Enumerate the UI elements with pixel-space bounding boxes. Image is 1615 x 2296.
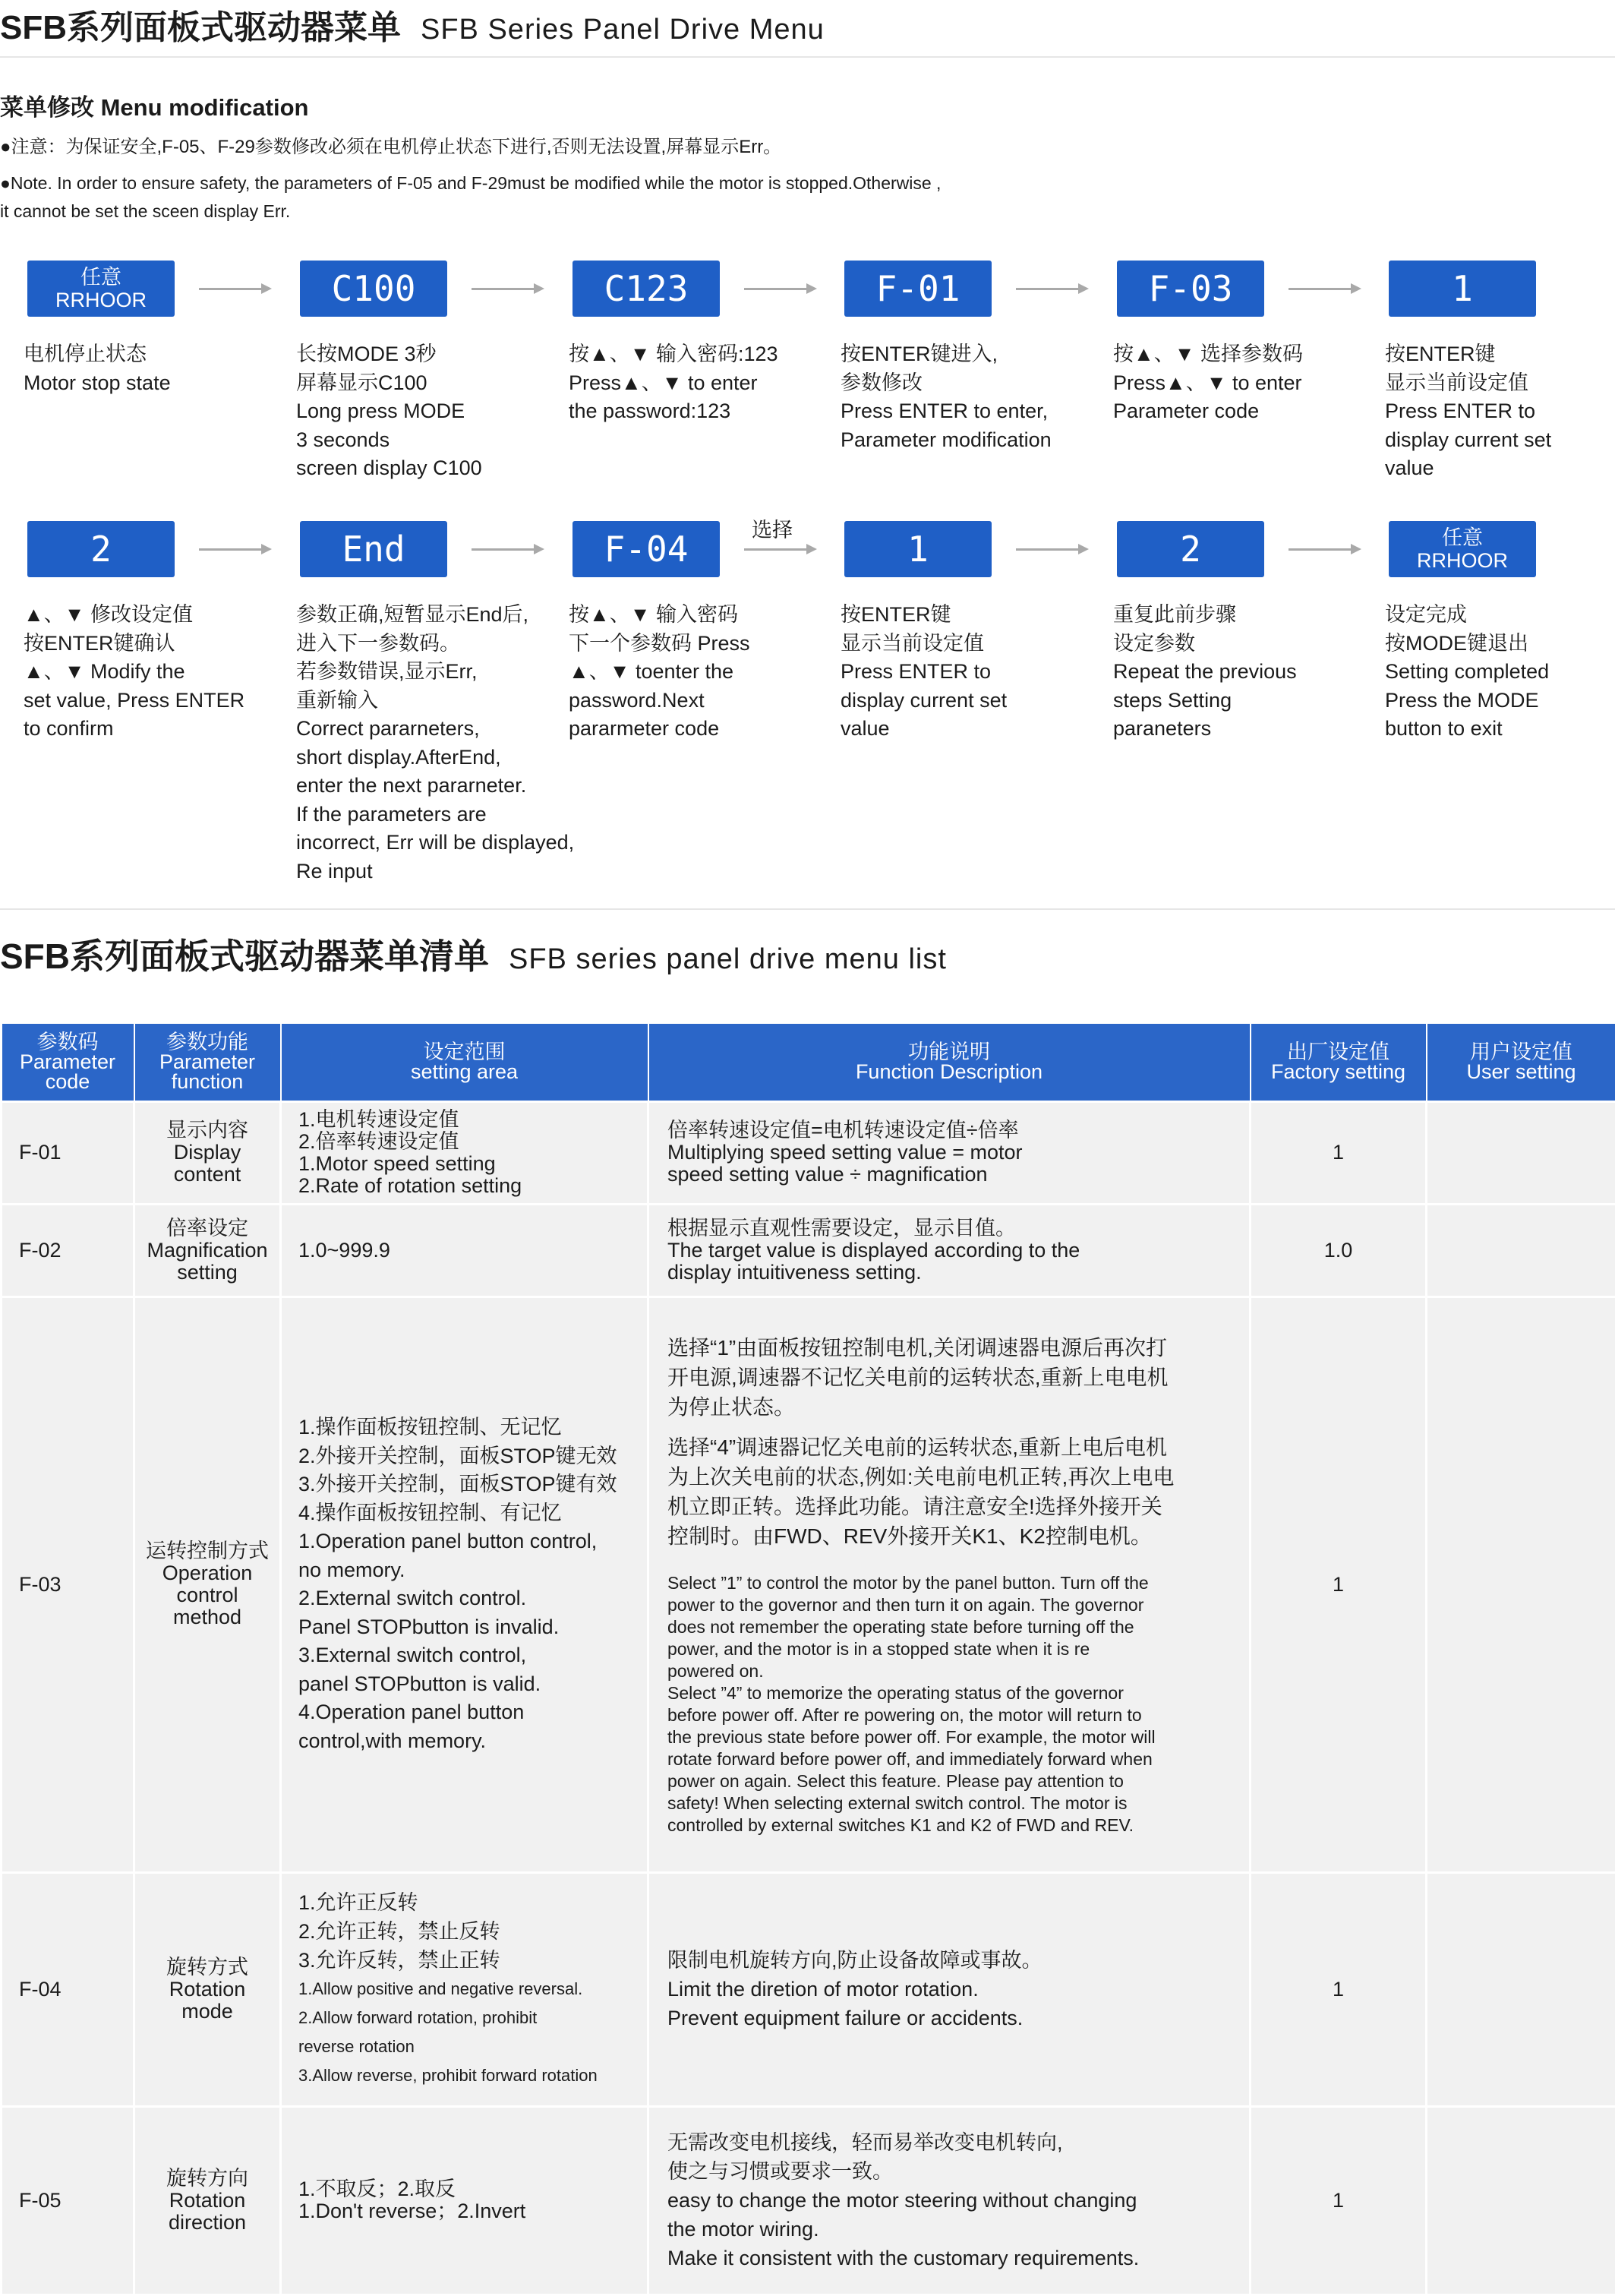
step-line: display current set [841, 687, 1099, 715]
header-parameter-code [2, 1023, 134, 1101]
step-line: 参数修改 [841, 369, 1099, 398]
range-line: panel STOPbutton is valid. [298, 1670, 647, 1699]
function-line: 旋转方式 [135, 1956, 279, 1979]
row-range [281, 1872, 648, 2106]
step-line: 按▲、▼ 输入密码:123 [569, 340, 827, 369]
step-line: 设定完成 [1385, 601, 1615, 630]
function-line: Magnification [135, 1240, 279, 1262]
description-line: Multiplying speed setting value = motor [667, 1142, 1232, 1164]
select-label: 选择 [752, 513, 793, 543]
function-line: Operation [135, 1562, 279, 1584]
range-line: 2.外接开关控制，面板STOP键无效 [298, 1442, 647, 1471]
row-function [134, 1204, 281, 1296]
step-line: 屏幕显示C100 [296, 369, 554, 398]
description-line: power, and the motor is in a stopped state when it is re [667, 1638, 1232, 1660]
description-line: easy to change the motor steering without changing [667, 2186, 1232, 2215]
function-line: content [135, 1164, 279, 1186]
row-user-setting[interactable] [1427, 1872, 1615, 2106]
function-line: mode [135, 2001, 279, 2023]
step-line: Press the MODE [1385, 687, 1615, 715]
row-code: F-02 [2, 1204, 134, 1296]
step-line: incorrect, Err will be displayed, [296, 829, 554, 857]
description-line: 使之与习惯或要求一致。 [667, 2157, 1232, 2186]
row-range [281, 1296, 648, 1872]
step-line: Parameter code [1113, 397, 1371, 426]
row-factory-setting: 1 [1251, 1101, 1427, 1204]
lcd-display [573, 261, 720, 317]
description-cn-block-1 [667, 1333, 1232, 1422]
function-line: 倍率设定 [135, 1217, 279, 1240]
row-description [648, 1204, 1251, 1296]
step-line: screen display C100 [296, 454, 554, 483]
header-line: 参数功能 [135, 1032, 280, 1052]
step-line: Press ENTER to [1385, 397, 1615, 426]
function-line: Rotation [135, 2190, 279, 2212]
row-code: F-01 [2, 1101, 134, 1204]
description-line: 控制时。由FWD、REV外接开关K1、K2控制电机。 [667, 1521, 1232, 1551]
range-line: 3.Allow reverse, prohibit forward rotation [298, 2061, 647, 2090]
description-line: powered on. [667, 1660, 1232, 1682]
function-line: setting [135, 1262, 279, 1284]
step-line: to confirm [24, 715, 282, 744]
range-line: 1.Allow positive and negative reversal. [298, 1975, 647, 2004]
lcd-display [1389, 261, 1536, 317]
table-row [2, 2106, 1615, 2294]
description-line: safety! When selecting external switch control. The motor is [667, 1792, 1232, 1814]
header-line: 参数码 [2, 1032, 134, 1052]
description-line: 为停止状态。 [667, 1392, 1232, 1422]
range-line: 1.Motor speed setting [298, 1153, 647, 1175]
step-line: 重新输入 [296, 687, 554, 715]
header-line: Parameter [135, 1052, 280, 1072]
flow-arrow-icon [199, 548, 269, 551]
range-line: 2.允许正转，禁止反转 [298, 1917, 647, 1946]
step-description [24, 601, 282, 744]
step-line: Press▲、▼ to enter [1113, 369, 1371, 398]
header-line: 功能说明 [649, 1042, 1250, 1062]
menu-list-title-cn: SFB系列面板式驱动器菜单清单 [0, 936, 489, 976]
flow-arrow-icon [1289, 548, 1358, 551]
note-en-line-1: ●Note. In order to ensure safety, the parameters of F-05 and F-29must be modified while the motor is stopped.Otherwise , [0, 169, 941, 197]
step-line: 显示当前设定值 [1385, 369, 1615, 398]
function-line: Rotation [135, 1979, 279, 2001]
header-line: code [2, 1072, 134, 1091]
step-line: 显示当前设定值 [841, 630, 1099, 658]
range-line: control,with memory. [298, 1727, 647, 1756]
range-line: 1.Operation panel button control, [298, 1527, 647, 1556]
range-line: 3.允许反转，禁止正转 [298, 1946, 647, 1975]
step-line: If the parameters are [296, 801, 554, 829]
step-description [841, 340, 1099, 454]
header-setting-area [281, 1023, 648, 1101]
range-line: 1.不取反；2.取反 [298, 2178, 647, 2200]
description-line: display intuitiveness setting. [667, 1262, 1232, 1284]
description-line: Select ”4” to memorize the operating status of the governor [667, 1682, 1232, 1704]
lcd-display [1389, 521, 1536, 577]
step-line: Press ENTER to enter, [841, 397, 1099, 426]
lcd-text: 1 [907, 529, 929, 570]
row-function [134, 1101, 281, 1204]
header-user-setting [1427, 1023, 1615, 1101]
step-description [841, 601, 1099, 744]
row-code: F-05 [2, 2106, 134, 2294]
range-line: Panel STOPbutton is invalid. [298, 1613, 647, 1642]
step-line: Repeat the previous [1113, 658, 1371, 687]
table-row [2, 1101, 1615, 1204]
step-line: button to exit [1385, 715, 1615, 744]
description-line: before power off. After re powering on, the motor will return to [667, 1704, 1232, 1726]
step-line: 按MODE键退出 [1385, 630, 1615, 658]
header-line: Function Description [649, 1062, 1250, 1082]
range-line: no memory. [298, 1556, 647, 1585]
range-line: 1.Don't reverse；2.Invert [298, 2200, 647, 2222]
lcd-text: F-03 [1149, 268, 1233, 309]
row-code: F-03 [2, 1296, 134, 1872]
function-line: 显示内容 [135, 1120, 279, 1142]
step-line: 参数正确,短暂显示End后, [296, 601, 554, 630]
lcd-text: 1 [1452, 268, 1473, 309]
header-line: setting area [282, 1062, 648, 1082]
step-line: 长按MODE 3秒 [296, 340, 554, 369]
step-description [24, 340, 282, 397]
lcd-text: C123 [604, 268, 689, 309]
lcd-text: C100 [332, 268, 416, 309]
description-en-block [667, 1572, 1232, 1836]
range-line: 1.电机转速设定值 [298, 1109, 647, 1131]
header-parameter-function [134, 1023, 281, 1101]
step-line: 下一个参数码 Press [569, 630, 827, 658]
step-line: 若参数错误,显示Err, [296, 658, 554, 687]
lcd-display [844, 261, 992, 317]
header-line: Parameter [2, 1052, 134, 1072]
note-en-line-2: it cannot be set the sceen display Err. [0, 197, 290, 226]
step-description [569, 340, 827, 426]
row-user-setting[interactable] [1427, 1204, 1615, 1296]
description-line: 为上次关电前的状态,例如:关电前电机正转,再次上电电 [667, 1462, 1232, 1492]
row-function [134, 2106, 281, 2294]
section-divider [0, 908, 1615, 910]
step-line: value [1385, 454, 1615, 483]
header-factory-setting [1251, 1023, 1427, 1101]
description-line: speed setting value ÷ magnification [667, 1164, 1232, 1186]
row-description [648, 1296, 1251, 1872]
description-line: 根据显示直观性需要设定，显示目值。 [667, 1217, 1232, 1240]
row-description [648, 1101, 1251, 1204]
flow-arrow-icon [472, 288, 541, 290]
range-line: 1.0~999.9 [298, 1240, 647, 1262]
description-line: power to the governor and then turn it on again. The governor [667, 1594, 1232, 1616]
step-line: Motor stop state [24, 369, 282, 398]
step-line: Press▲、▼ to enter [569, 369, 827, 398]
step-line: ▲、▼ 修改设定值 [24, 601, 282, 630]
range-line: reverse rotation [298, 2032, 647, 2061]
description-line: the motor wiring. [667, 2215, 1232, 2244]
function-line: Display [135, 1142, 279, 1164]
table-row [2, 1872, 1615, 2106]
page-title-cn: SFB系列面板式驱动器菜单 [0, 9, 401, 46]
step-line: Setting completed [1385, 658, 1615, 687]
function-line: 旋转方向 [135, 2168, 279, 2190]
step-line: steps Setting [1113, 687, 1371, 715]
menu-list-table [0, 1022, 1615, 2296]
row-user-setting[interactable] [1427, 1296, 1615, 1872]
lcd-text: 任意 [80, 266, 121, 289]
header-line: 用户设定值 [1427, 1042, 1615, 1062]
lcd-display [844, 521, 992, 577]
flow-arrow-icon [1016, 548, 1086, 551]
description-line: Limit the diretion of motor rotation. [667, 1975, 1232, 2004]
range-line: 3.外接开关控制，面板STOP键有效 [298, 1470, 647, 1499]
step-line: 按ENTER键 [1385, 340, 1615, 369]
function-line: direction [135, 2212, 279, 2234]
range-line: 2.External switch control. [298, 1584, 647, 1613]
row-description [648, 1872, 1251, 2106]
row-range [281, 1204, 648, 1296]
step-description [296, 340, 554, 483]
header-line: 设定范围 [282, 1042, 648, 1062]
lcd-text: RRHOOR [1417, 549, 1508, 572]
description-line: controlled by external switches K1 and K2 of FWD and REV. [667, 1814, 1232, 1836]
row-user-setting[interactable] [1427, 1101, 1615, 1204]
lcd-display [27, 521, 175, 577]
step-line: Parameter modification [841, 426, 1099, 455]
row-factory-setting: 1 [1251, 2106, 1427, 2294]
description-line: does not remember the operating state before turning off the [667, 1616, 1232, 1638]
row-factory-setting: 1 [1251, 1296, 1427, 1872]
row-function [134, 1872, 281, 2106]
lcd-text: F-04 [604, 529, 689, 570]
step-line: 电机停止状态 [24, 340, 282, 369]
step-line: the password:123 [569, 397, 827, 426]
step-line: 进入下一参数码。 [296, 630, 554, 658]
lcd-text: 2 [1180, 529, 1201, 570]
lcd-text: F-01 [876, 268, 960, 309]
range-line: 3.External switch control, [298, 1641, 647, 1670]
row-description [648, 2106, 1251, 2294]
lcd-display [573, 521, 720, 577]
step-line: 按▲、▼ 输入密码 [569, 601, 827, 630]
step-description [1385, 601, 1615, 744]
row-factory-setting: 1.0 [1251, 1204, 1427, 1296]
range-line: 1.允许正反转 [298, 1888, 647, 1917]
function-line: 运转控制方式 [135, 1540, 279, 1562]
header-divider [0, 56, 1615, 58]
header-line: Factory setting [1251, 1062, 1426, 1082]
description-line: 倍率转速设定值=电机转速设定值÷倍率 [667, 1120, 1232, 1142]
range-line: 2.倍率转速设定值 [298, 1131, 647, 1153]
step-description [296, 601, 554, 886]
step-line: Press ENTER to [841, 658, 1099, 687]
range-line: 2.Allow forward rotation, prohibit [298, 2004, 647, 2032]
lcd-display [27, 261, 175, 317]
header-line: function [135, 1072, 280, 1091]
flow-arrow-icon [1016, 288, 1086, 290]
row-range [281, 2106, 648, 2294]
step-line: 按▲、▼ 选择参数码 [1113, 340, 1371, 369]
range-line: 4.Operation panel button [298, 1698, 647, 1727]
function-line: control [135, 1584, 279, 1606]
step-line: 3 seconds [296, 426, 554, 455]
row-code: F-04 [2, 1872, 134, 2106]
header-line: 出厂设定值 [1251, 1042, 1426, 1062]
step-line: Correct pararneters, [296, 715, 554, 744]
description-line: The target value is displayed according to the [667, 1240, 1232, 1262]
description-line: 选择“4”调速器记忆关电前的运转状态,重新上电后电机 [667, 1432, 1232, 1462]
menu-list-title-en: SFB series panel drive menu list [509, 943, 947, 975]
step-line: password.Next [569, 687, 827, 715]
header-line: User setting [1427, 1062, 1615, 1082]
description-line: rotate forward before power off, and immediately forward when [667, 1748, 1232, 1770]
step-description [569, 601, 827, 744]
lcd-text: RRHOOR [55, 289, 147, 311]
description-line: 开电源,调速器不记忆关电前的运转状态,重新上电电机 [667, 1363, 1232, 1392]
step-line: set value, Press ENTER [24, 687, 282, 715]
description-line: 限制电机旋转方向,防止设备故障或事故。 [667, 1946, 1232, 1975]
range-line: 4.操作面板按钮控制、有记忆 [298, 1499, 647, 1528]
step-line: ▲、▼ Modify the [24, 658, 282, 687]
page-title [0, 0, 825, 49]
header-function-description [648, 1023, 1251, 1101]
lcd-display [300, 261, 447, 317]
function-line: method [135, 1606, 279, 1628]
row-user-setting[interactable] [1427, 2106, 1615, 2294]
description-line: Make it consistent with the customary requirements. [667, 2244, 1232, 2272]
step-line: value [841, 715, 1099, 744]
lcd-display [1117, 261, 1264, 317]
range-line: 2.Rate of rotation setting [298, 1175, 647, 1197]
table-row [2, 1204, 1615, 1296]
step-line: 设定参数 [1113, 630, 1371, 658]
step-line: 按ENTER键确认 [24, 630, 282, 658]
step-line: ▲、▼ toenter the [569, 658, 827, 687]
description-line: 无需改变电机接线，轻而易举改变电机转向, [667, 2128, 1232, 2157]
description-line: power on again. Select this feature. Please pay attention to [667, 1770, 1232, 1792]
step-line: short display.AfterEnd, [296, 744, 554, 772]
flow-arrow-icon [199, 288, 269, 290]
menu-modification-heading: 菜单修改 Menu modification [0, 88, 308, 122]
row-factory-setting: 1 [1251, 1872, 1427, 2106]
menu-list-title [0, 929, 947, 979]
description-line: 机立即正转。选择此功能。请注意安全!选择外接开关 [667, 1492, 1232, 1521]
flow-arrow-icon [472, 548, 541, 551]
lcd-text: 2 [90, 529, 112, 570]
step-line: 按ENTER键 [841, 601, 1099, 630]
note-cn: ●注意：为保证安全,F-05、F-29参数修改必须在电机停止状态下进行,否则无法设置,屏幕显示Err。 [0, 133, 781, 161]
description-line: Prevent equipment failure or accidents. [667, 2004, 1232, 2032]
lcd-text: End [342, 529, 405, 570]
lcd-text: 任意 [1442, 526, 1483, 549]
step-line: paraneters [1113, 715, 1371, 744]
flow-arrow-icon [1289, 288, 1358, 290]
step-line: display current set [1385, 426, 1615, 455]
step-line: Re input [296, 857, 554, 886]
flow-arrow-icon [744, 288, 814, 290]
step-line: 重复此前步骤 [1113, 601, 1371, 630]
lcd-display [300, 521, 447, 577]
description-cn-block-2 [667, 1432, 1232, 1551]
step-description [1113, 340, 1371, 426]
step-line: Long press MODE [296, 397, 554, 426]
step-description [1385, 340, 1615, 483]
step-line: enter the next pararneter. [296, 772, 554, 801]
flow-arrow-icon [744, 548, 814, 551]
description-line: Select ”1” to control the motor by the panel button. Turn off the [667, 1572, 1232, 1594]
step-line: pararmeter code [569, 715, 827, 744]
table-header-row [2, 1023, 1615, 1101]
description-line: the previous state before power off. For example, the motor will [667, 1726, 1232, 1748]
step-line: 按ENTER键进入, [841, 340, 1099, 369]
step-description [1113, 601, 1371, 744]
page-title-en: SFB Series Panel Drive Menu [421, 14, 825, 46]
row-function [134, 1296, 281, 1872]
description-line: 选择“1”由面板按钮控制电机,关闭调速器电源后再次打 [667, 1333, 1232, 1363]
range-line: 1.操作面板按钮控制、无记忆 [298, 1413, 647, 1442]
row-range [281, 1101, 648, 1204]
lcd-display [1117, 521, 1264, 577]
table-row [2, 1296, 1615, 1872]
